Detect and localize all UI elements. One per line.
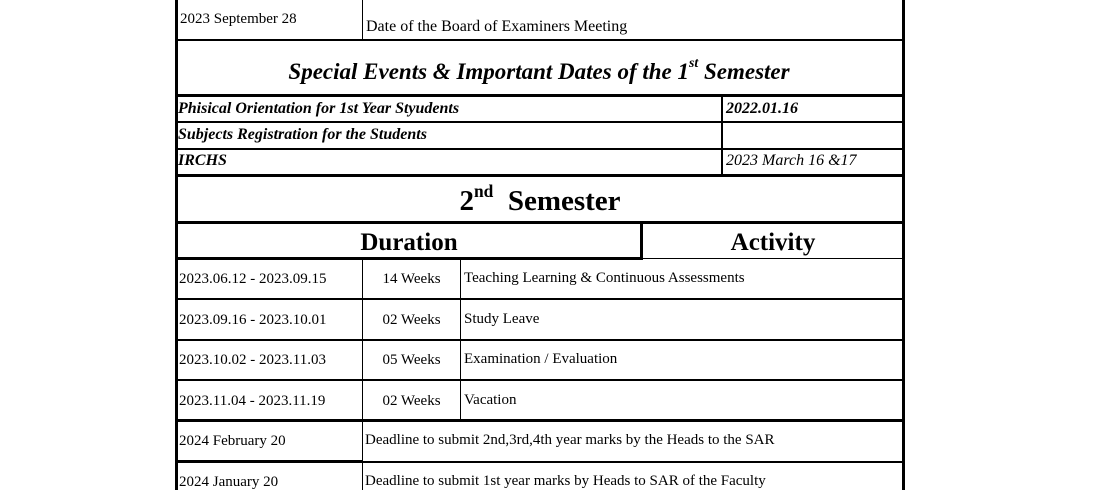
special-event-date: 2022.01.16 [726,100,798,117]
special-events-title-prefix: Special Events & Important Dates of the 1 [288,59,690,84]
second-semester-title [0,181,1080,217]
second-semester-title-word: Semester [507,185,621,217]
schedule-period: 2023.06.12 - 2023.09.15 [179,271,327,287]
deadline-date: 2024 February 20 [179,433,286,449]
special-events-title-sup: st [689,55,699,70]
special-event-date: 2023 March 16 &17 [726,152,857,169]
special-event-name: Subjects Registration for the Students [178,126,427,143]
deadline-date: 2024 January 20 [179,474,279,490]
second-semester-title-sup: nd [473,181,494,201]
schedule-weeks: 05 Weeks [382,352,441,368]
special-events-title [0,55,1078,84]
duration-header: Duration [360,229,458,256]
schedule-weeks: 14 Weeks [382,271,441,287]
schedule-weeks: 02 Weeks [382,393,441,409]
board-meeting-date: 2023 September 28 [180,11,297,27]
schedule-weeks: 02 Weeks [382,312,441,328]
special-event-name: Phisical Orientation for 1st Year Styudents [178,100,460,117]
schedule-period: 2023.09.16 - 2023.10.01 [179,312,327,328]
deadline-description: Deadline to submit 1st year marks by Heads to SAR of the Faculty [365,473,766,489]
second-semester-title-number: 2 [459,185,474,217]
special-events-title-suffix: Semester [698,59,790,84]
schedule-period: 2023.10.02 - 2023.11.03 [179,352,326,368]
schedule-period: 2023.11.04 - 2023.11.19 [179,393,326,409]
schedule-activity: Study Leave [464,311,540,327]
board-meeting-description: Date of the Board of Examiners Meeting [366,18,628,35]
schedule-activity: Vacation [464,392,517,408]
schedule-activity: Examination / Evaluation [464,351,618,367]
schedule-activity: Teaching Learning & Continuous Assessments [464,270,745,286]
activity-header: Activity [730,229,816,256]
special-event-name: IRCHS [178,152,227,169]
deadline-description: Deadline to submit 2nd,3rd,4th year marks by the Heads to the SAR [365,432,775,448]
